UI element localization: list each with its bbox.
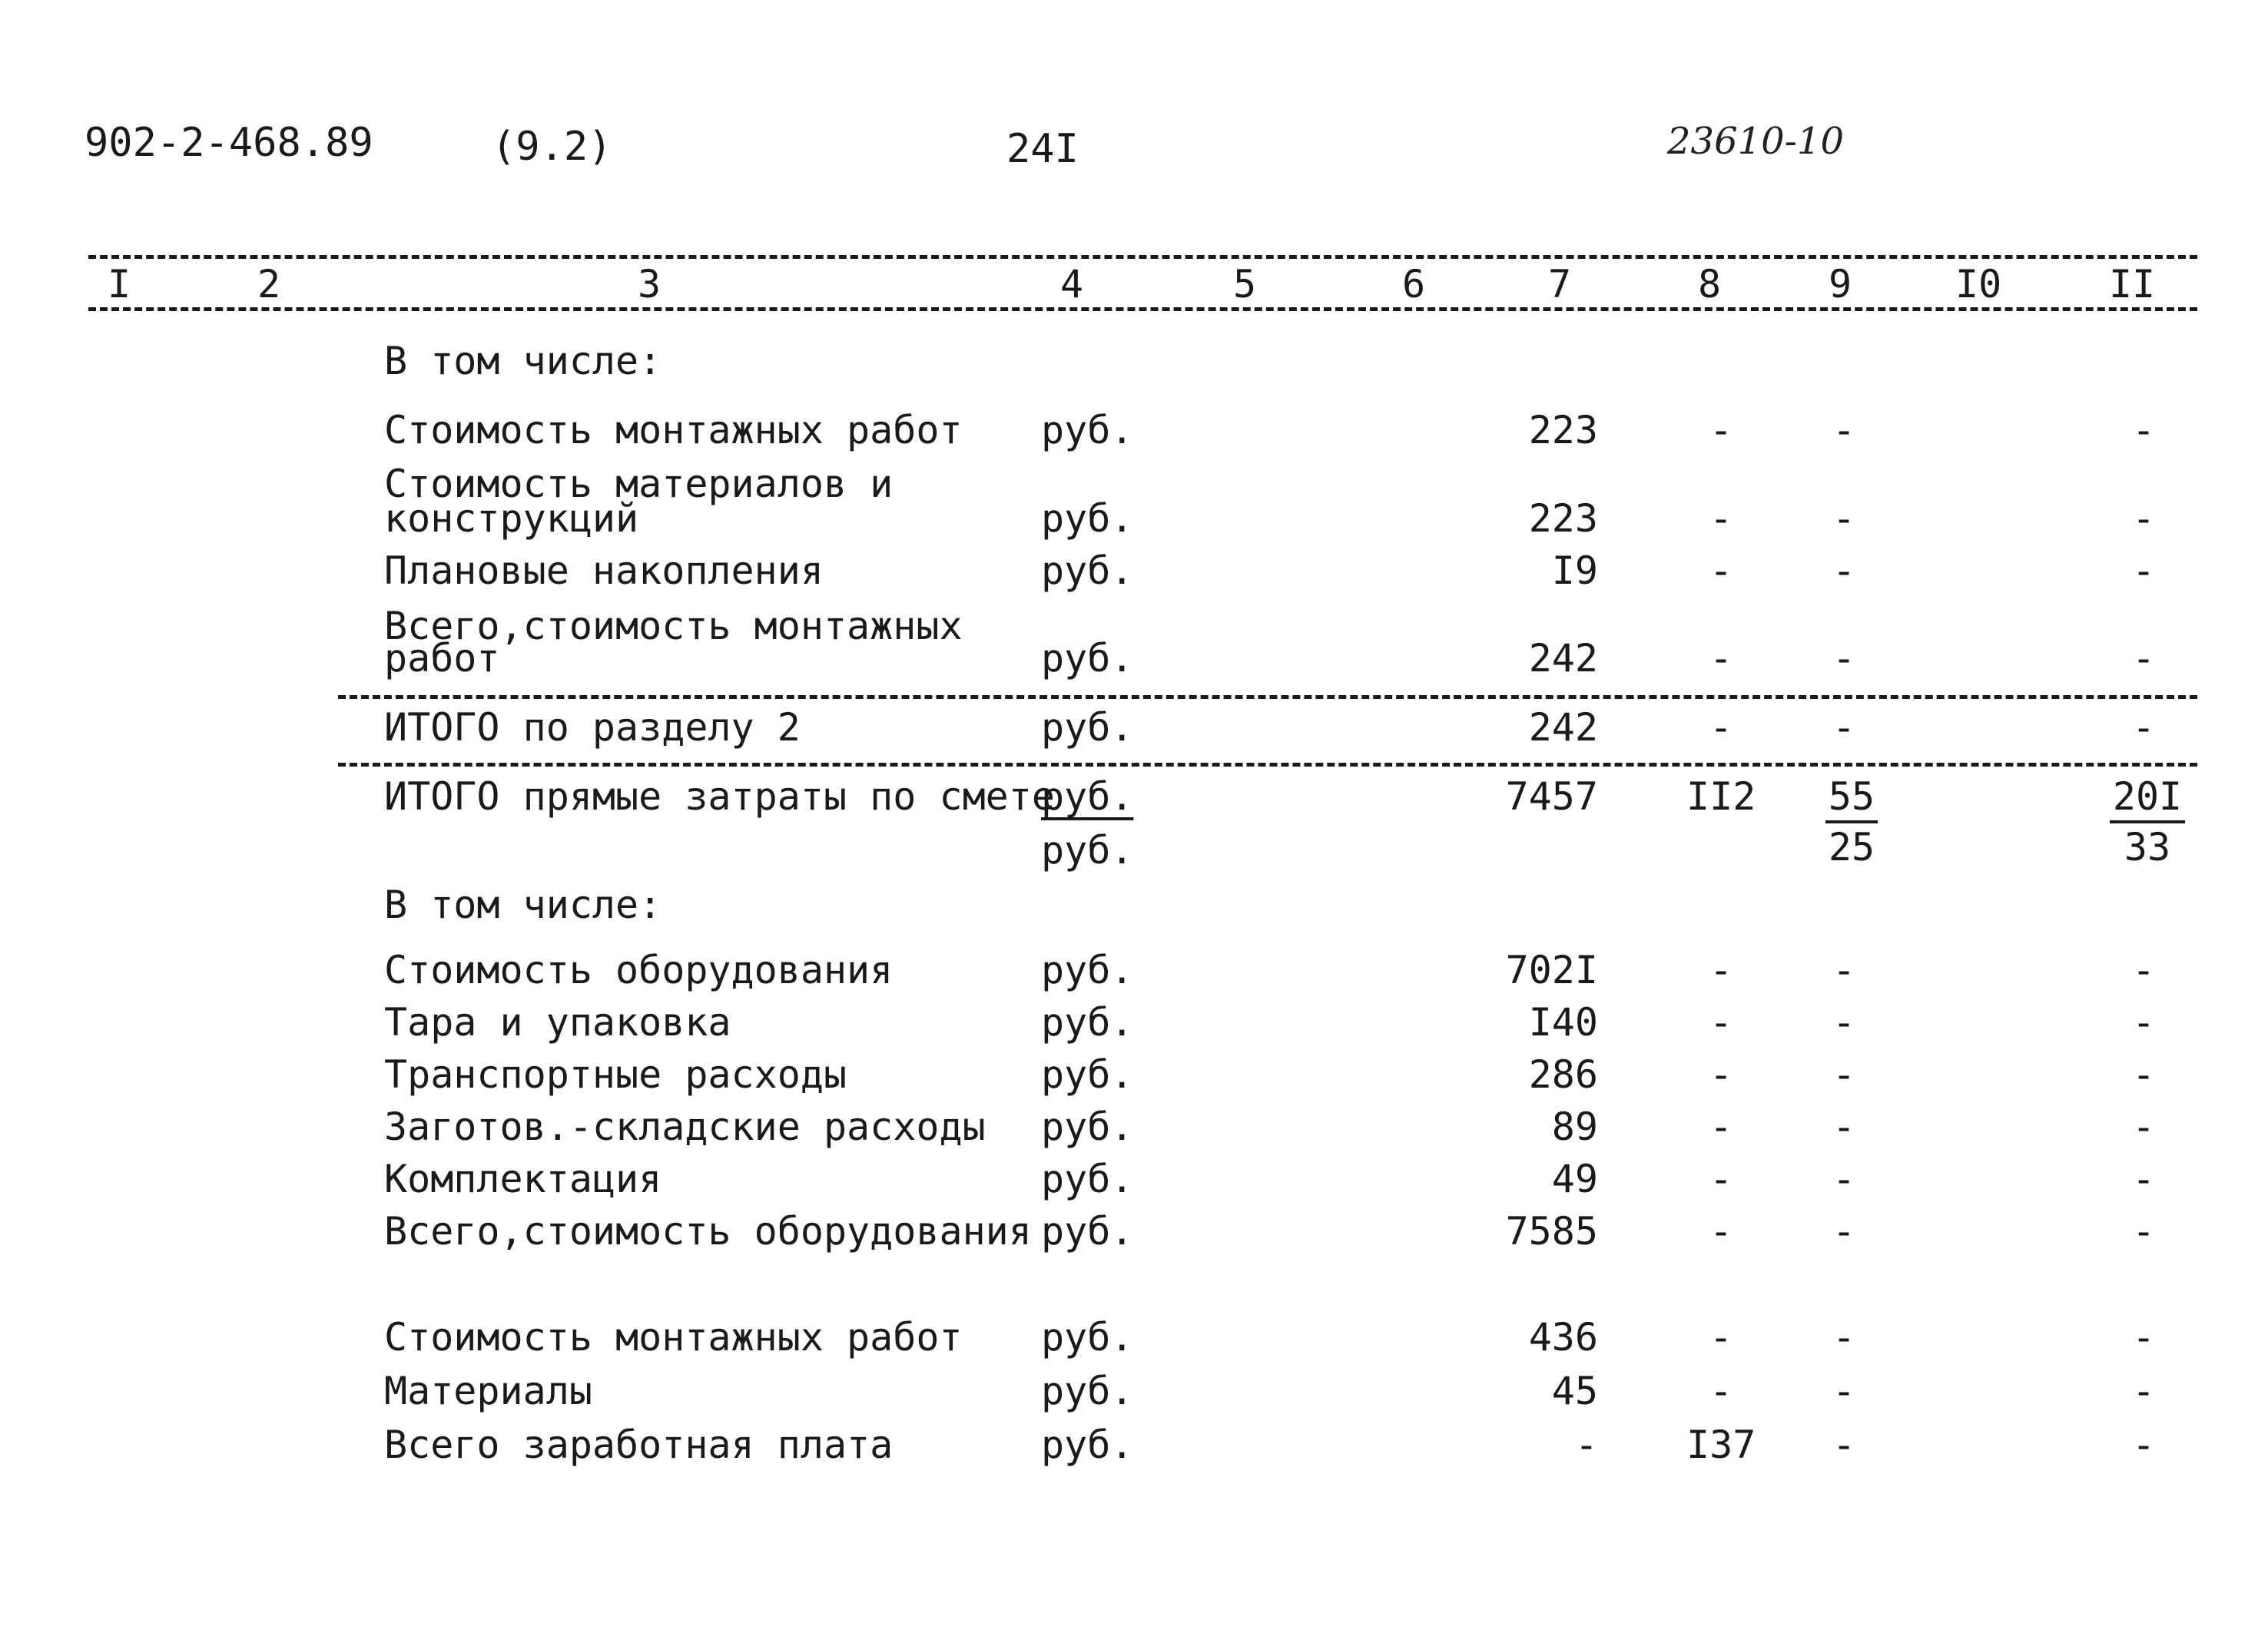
- col-header-1: I: [108, 262, 131, 306]
- row-unit: руб.: [1041, 636, 1134, 681]
- table-row: [0, 1369, 2268, 1418]
- row-value-col7: 702I: [1505, 948, 1598, 992]
- table-row: [0, 1105, 2268, 1154]
- row-value-col8: -: [1709, 496, 1733, 541]
- row-value-col9: -: [1832, 496, 1856, 541]
- row-unit: руб.: [1041, 705, 1134, 750]
- row-value-col7: 49: [1551, 1157, 1598, 1201]
- direct-costs-total-row: [0, 774, 2268, 823]
- table-row: [0, 1000, 2268, 1049]
- col-header-4: 4: [1060, 262, 1084, 306]
- row-value-col9: -: [1832, 408, 1856, 452]
- table-row: [0, 1157, 2268, 1206]
- col-header-7: 7: [1548, 262, 1572, 306]
- row-value-col9: -: [1832, 548, 1856, 593]
- table-row: [0, 1209, 2268, 1258]
- section-total-row: [0, 705, 2268, 754]
- row-label: Стоимость монтажных работ: [384, 1315, 963, 1360]
- row-value-col11: -: [2131, 548, 2156, 593]
- row-value-col7: 242: [1528, 705, 1598, 750]
- row-value-col9: -: [1832, 1157, 1856, 1201]
- row-unit: руб.: [1041, 1209, 1134, 1254]
- row-value-col11: -: [2131, 1315, 2156, 1360]
- row-value-col11: -: [2131, 1369, 2156, 1413]
- row-value-col8: -: [1709, 1052, 1733, 1097]
- row-value-col7: 242: [1528, 636, 1598, 681]
- row-value-col8: -: [1709, 1157, 1733, 1201]
- row-label: Стоимость оборудования: [384, 948, 894, 992]
- header-bottom-rule: [88, 307, 2197, 311]
- row-value-col7: 223: [1528, 496, 1598, 541]
- col11-numerator: 20I: [2110, 777, 2185, 823]
- row-value-col8: II2: [1686, 774, 1756, 819]
- header-top-rule: [88, 255, 2197, 259]
- row-label: Материалы: [384, 1369, 592, 1413]
- row-value-col7: 223: [1528, 408, 1598, 452]
- row-value-col7: I40: [1528, 1000, 1598, 1045]
- row-unit: руб.: [1041, 1157, 1134, 1201]
- row-value-col11: -: [2131, 1000, 2156, 1045]
- sheet-code: 23610-10: [1667, 120, 1844, 163]
- row-value-col11: -: [2131, 1209, 2156, 1254]
- row-value-col8: -: [1709, 1315, 1733, 1360]
- row-label-line1: Стоимость материалов и: [384, 462, 894, 506]
- row-unit: руб.: [1041, 408, 1134, 452]
- table-row: [0, 408, 2268, 457]
- row-label: Заготов.-складские расходы: [384, 1105, 986, 1149]
- col-header-2: 2: [257, 262, 281, 306]
- row-unit: руб.: [1041, 1052, 1134, 1097]
- row-value-col7: 286: [1528, 1052, 1598, 1097]
- row-value-col8: -: [1709, 705, 1733, 750]
- row-label-line1: Всего,стоимость монтажных: [384, 604, 963, 648]
- section-ref: (9.2): [492, 124, 612, 170]
- row-value-col8: -: [1709, 948, 1733, 992]
- row-label: ИТОГО по разделу 2: [384, 705, 801, 750]
- section-total-top-rule: [338, 695, 2197, 699]
- col9-numerator: 55: [1825, 777, 1878, 823]
- row-value-col8: -: [1709, 548, 1733, 593]
- row-value-col8: -: [1709, 1105, 1733, 1149]
- row-unit: руб.: [1041, 1000, 1134, 1045]
- row-label: Всего,стоимость оборудования: [384, 1209, 1032, 1254]
- row-value-col11: -: [2131, 1157, 2156, 1201]
- row-unit-bottom: руб.: [1041, 828, 1134, 873]
- row-value-col8: -: [1709, 1000, 1733, 1045]
- row-value-col11: -: [2131, 1052, 2156, 1097]
- col-header-3: 3: [638, 262, 662, 306]
- row-value-col11: -: [2131, 705, 2156, 750]
- row-value-col8: -: [1709, 408, 1733, 452]
- page-number: 24I: [1006, 126, 1079, 172]
- row-value-col9: -: [1832, 948, 1856, 992]
- row-value-col7: -: [1574, 1423, 1598, 1467]
- section-total-bottom-rule: [338, 763, 2197, 767]
- row-unit: руб.: [1041, 1105, 1134, 1149]
- row-value-col9: -: [1832, 1209, 1856, 1254]
- row-label: Тара и упаковка: [384, 1000, 731, 1045]
- row-value-col9: -: [1832, 1423, 1856, 1467]
- row-value-col7: 45: [1551, 1369, 1598, 1413]
- table-row: [0, 1423, 2268, 1472]
- row-value-col9: -: [1832, 1369, 1856, 1413]
- col11-denominator: 33: [2124, 825, 2171, 869]
- row-unit: руб.: [1041, 548, 1134, 593]
- table-row: [0, 548, 2268, 598]
- row-value-col11: -: [2131, 1423, 2156, 1467]
- col11-fraction: [2101, 774, 2193, 869]
- row-value-col9: -: [1832, 1000, 1856, 1045]
- row-value-col7: 7585: [1505, 1209, 1598, 1254]
- table-row: [0, 496, 2268, 545]
- col-header-9: 9: [1829, 262, 1852, 306]
- row-value-col11: -: [2131, 408, 2156, 452]
- row-unit: руб.: [1041, 1315, 1134, 1360]
- row-value-col8: -: [1709, 1209, 1733, 1254]
- row-label: Плановые накопления: [384, 548, 824, 593]
- row-label: Стоимость монтажных работ: [384, 408, 963, 452]
- row-value-col9: -: [1832, 1315, 1856, 1360]
- row-value-col9: -: [1832, 705, 1856, 750]
- table-row: [0, 1315, 2268, 1364]
- row-unit-top: руб.: [1041, 774, 1134, 819]
- row-value-col8: -: [1709, 636, 1733, 681]
- row-unit: руб.: [1041, 1369, 1134, 1413]
- row-label: ИТОГО прямые затраты по смете: [384, 774, 1055, 819]
- row-value-col7: 436: [1528, 1315, 1598, 1360]
- subheading-including-1: В том числе:: [384, 339, 662, 383]
- col-header-10: I0: [1955, 262, 2002, 306]
- subheading-including-2: В том числе:: [384, 883, 662, 927]
- row-unit: руб.: [1041, 948, 1134, 992]
- row-value-col7: I9: [1551, 548, 1598, 593]
- table-row: [0, 636, 2268, 685]
- row-value-col9: -: [1832, 636, 1856, 681]
- row-value-col11: -: [2131, 636, 2156, 681]
- table-row: [0, 948, 2268, 997]
- row-label-line2: работ: [384, 636, 500, 681]
- row-value-col9: -: [1832, 1105, 1856, 1149]
- row-label-line2: конструкций: [384, 496, 639, 541]
- row-label: Всего заработная плата: [384, 1423, 894, 1467]
- row-unit: руб.: [1041, 1423, 1134, 1467]
- row-value-col11: -: [2131, 948, 2156, 992]
- row-value-col8: -: [1709, 1369, 1733, 1413]
- col-header-11: II: [2109, 262, 2156, 306]
- row-unit: руб.: [1041, 496, 1134, 541]
- row-value-col7: 7457: [1505, 774, 1598, 819]
- row-label: Комплектация: [384, 1157, 662, 1201]
- doc-code: 902-2-468.89: [85, 120, 373, 166]
- col-header-8: 8: [1698, 262, 1722, 306]
- col9-fraction: [1805, 774, 1898, 869]
- row-value-col11: -: [2131, 1105, 2156, 1149]
- col-header-6: 6: [1402, 262, 1426, 306]
- col9-denominator: 25: [1828, 825, 1875, 869]
- row-value-col7: 89: [1551, 1105, 1598, 1149]
- col-header-5: 5: [1233, 262, 1257, 306]
- row-value-col8: I37: [1686, 1423, 1756, 1467]
- row-value-col11: -: [2131, 496, 2156, 541]
- row-label: Транспортные расходы: [384, 1052, 847, 1097]
- row-value-col9: -: [1832, 1052, 1856, 1097]
- table-row: [0, 1052, 2268, 1101]
